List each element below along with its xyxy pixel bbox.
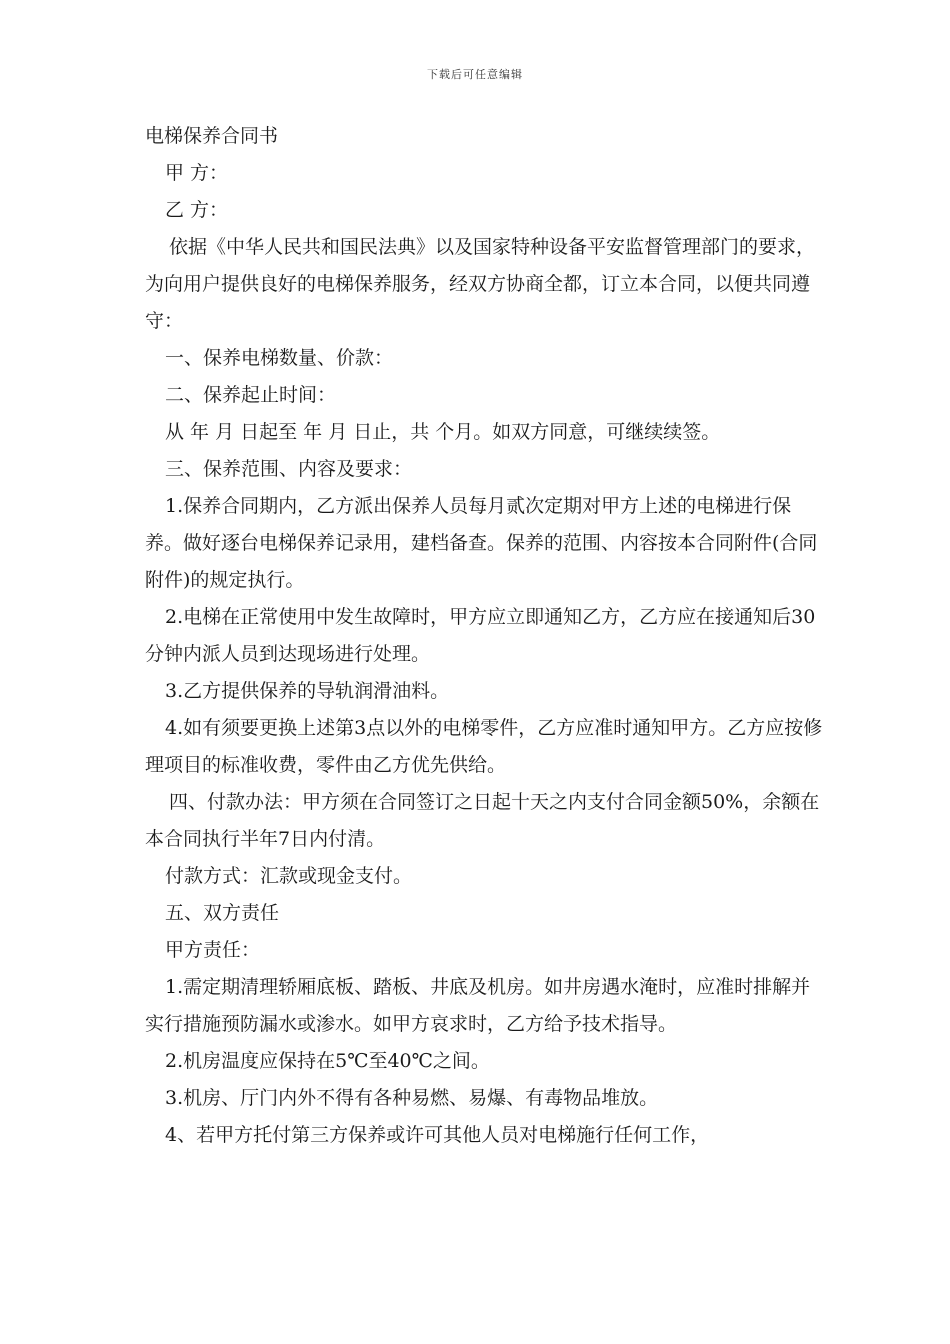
section-5-item-4: 4、若甲方托付第三方保养或许可其他人员对电梯施行任何工作， <box>165 1124 710 1146</box>
section-4-heading: 四、付款办法：甲方须在合同签订之日起十天之内支付合同金额50%，余额在本合同执行半年7日内付清。 <box>145 791 820 850</box>
party-a-line: 甲 方： <box>165 162 229 184</box>
section-1-heading: 一、保养电梯数量、价款： <box>165 347 394 369</box>
section-5-item-2: 2.机房温度应保持在5℃至40℃之间。 <box>165 1050 490 1072</box>
section-5-item-3: 3.机房、厅门内外不得有各种易燃、易爆、有毒物品堆放。 <box>165 1087 659 1109</box>
section-2-heading: 二、保养起止时间： <box>165 384 337 406</box>
section-5-heading: 五、双方责任 <box>165 902 280 924</box>
section-4-payment-method: 付款方式：汇款或现金支付。 <box>165 865 413 887</box>
contract-body <box>145 118 825 1154</box>
party-b-line: 乙 方： <box>165 199 229 221</box>
section-2-body: 从 年 月 日起至 年 月 日止，共 个月。如双方同意，可继续续签。 <box>165 421 721 443</box>
section-3-item-3: 3.乙方提供保养的导轨润滑油料。 <box>165 680 450 702</box>
section-3-heading: 三、保养范围、内容及要求： <box>165 458 413 480</box>
section-5-party-a-heading: 甲方责任： <box>165 939 261 961</box>
document-title: 电梯保养合同书 <box>145 125 279 147</box>
section-3-item-2: 2.电梯在正常使用中发生故障时，甲方应立即通知乙方，乙方应在接通知后30分钟内派人员到达现场进行处理。 <box>145 606 816 665</box>
section-3-item-1: 1.保养合同期内，乙方派出保养人员每月贰次定期对甲方上述的电梯进行保养。做好逐台电梯保养记录用，建档备查。保养的范围、内容按本合同附件(合同附件)的规定执行。 <box>145 495 818 591</box>
section-5-item-1: 1.需定期清理轿厢底板、踏板、井底及机房。如井房遇水淹时，应准时排解并实行措施预防漏水或渗水。如甲方哀求时，乙方给予技术指导。 <box>145 976 811 1035</box>
section-3-item-4: 4.如有须要更换上述第3点以外的电梯零件，乙方应准时通知甲方。乙方应按修理项目的标准收费，零件由乙方优先供给。 <box>145 717 823 776</box>
preamble-paragraph: 依据《中华人民共和国民法典》以及国家特种设备平安监督管理部门的要求，为向用户提供良好的电梯保养服务，经双方协商全都，订立本合同，以便共同遵守： <box>145 236 816 332</box>
page-header-note: 下载后可任意编辑 <box>427 68 523 81</box>
